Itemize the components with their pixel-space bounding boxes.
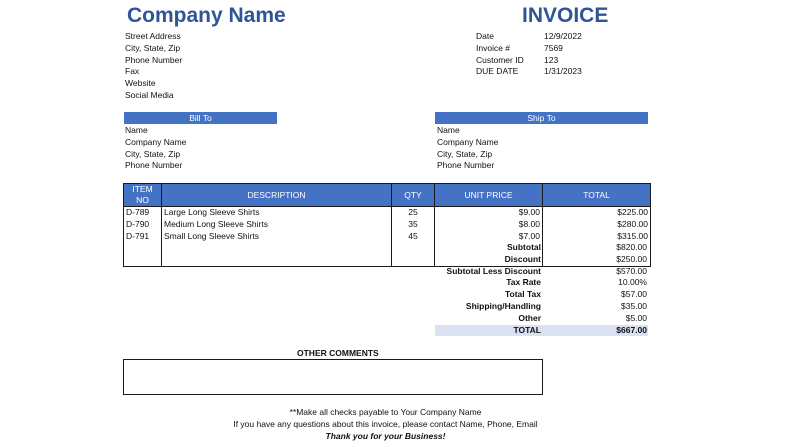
totals-row-subtotal — [435, 242, 648, 254]
empty-cell[interactable] — [392, 242, 435, 254]
cell-unit-price[interactable]: $8.00 — [435, 219, 543, 231]
table-header-row — [124, 184, 651, 207]
totals-row-discount — [435, 254, 648, 266]
empty-cell[interactable] — [124, 242, 162, 254]
cell-item-no[interactable]: D-789 — [124, 207, 162, 219]
totals-value[interactable]: $35.00 — [621, 300, 647, 311]
column-header-total: TOTAL — [543, 184, 651, 207]
ship-to-header: Ship To — [435, 112, 648, 124]
footer-payable-note: **Make all checks payable to Your Company Name — [289, 407, 482, 417]
column-header-item-no: ITEM NO — [124, 184, 162, 207]
address-line: City, State, Zip — [125, 42, 181, 53]
meta-value-due-date[interactable]: 1/31/2023 — [544, 66, 582, 77]
cell-description[interactable]: Small Long Sleeve Shirts — [162, 231, 392, 243]
totals-value[interactable]: $5.00 — [625, 312, 647, 323]
totals-label: Subtotal — [507, 242, 541, 252]
bill-to-header: Bill To — [124, 112, 277, 124]
cell-unit-price[interactable]: $7.00 — [435, 231, 543, 243]
column-header-qty: QTY — [392, 184, 435, 207]
bill-to-block — [125, 125, 186, 172]
cell-description[interactable]: Medium Long Sleeve Shirts — [162, 219, 392, 231]
table-row — [124, 207, 651, 219]
cell-total[interactable]: $280.00 — [543, 219, 651, 231]
totals-row-total-tax — [435, 289, 648, 301]
ship-to-line[interactable]: City, State, Zip — [437, 148, 493, 159]
totals-label: Discount — [504, 253, 541, 264]
empty-cell[interactable] — [124, 254, 162, 266]
totals-label: TOTAL — [513, 324, 541, 335]
totals-value[interactable]: $250.00 — [616, 253, 647, 264]
totals-row-other — [435, 313, 648, 325]
totals-value[interactable]: 10.00% — [618, 277, 647, 288]
cell-total[interactable]: $315.00 — [543, 231, 651, 243]
totals-label: Total Tax — [504, 289, 541, 300]
bill-to-line[interactable]: Phone Number — [125, 160, 183, 171]
totals-value[interactable]: $820.00 — [616, 242, 647, 252]
totals-label: Shipping/Handling — [465, 300, 541, 311]
address-line: Phone Number — [125, 54, 183, 65]
grand-total-value[interactable]: $667.00 — [616, 324, 647, 335]
ship-to-block — [437, 125, 498, 172]
table-row — [124, 231, 651, 243]
totals-block — [435, 242, 648, 336]
cell-qty[interactable]: 45 — [392, 231, 435, 243]
cell-total[interactable]: $225.00 — [543, 207, 651, 219]
bill-to-line[interactable]: Company Name — [125, 136, 187, 147]
meta-value-date[interactable]: 12/9/2022 — [544, 31, 582, 41]
totals-row-tax-rate — [435, 277, 648, 289]
totals-row-shipping — [435, 301, 648, 313]
address-line: Website — [125, 78, 156, 89]
column-header-unit-price: UNIT PRICE — [435, 184, 543, 207]
meta-label-date: Date — [476, 31, 494, 41]
bill-to-line[interactable]: City, State, Zip — [125, 148, 181, 159]
ship-to-line[interactable]: Name — [437, 125, 460, 135]
company-address — [125, 31, 182, 102]
totals-label: Subtotal Less Discount — [446, 265, 541, 276]
invoice-title: INVOICE — [522, 4, 609, 27]
company-name: Company Name — [127, 4, 286, 27]
ship-to-line[interactable]: Phone Number — [437, 160, 495, 171]
cell-item-no[interactable]: D-790 — [124, 219, 162, 231]
cell-qty[interactable]: 25 — [392, 207, 435, 219]
other-comments-box[interactable] — [123, 359, 543, 395]
totals-value[interactable]: $570.00 — [616, 265, 647, 276]
meta-label-invoice-number: Invoice # — [476, 42, 511, 53]
column-header-description: DESCRIPTION — [162, 184, 392, 207]
empty-cell[interactable] — [392, 254, 435, 266]
address-line: Social Media — [125, 89, 174, 100]
footer-contact-note: If you have any questions about this invoice, please contact Name, Phone, Email — [233, 419, 538, 429]
cell-item-no[interactable]: D-791 — [124, 231, 162, 243]
totals-row-grand-total — [435, 325, 648, 337]
address-line: Fax — [125, 66, 140, 77]
ship-to-line[interactable]: Company Name — [437, 136, 499, 147]
totals-value[interactable]: $57.00 — [621, 289, 647, 300]
meta-value-invoice-number[interactable]: 7569 — [544, 42, 563, 53]
meta-label-due-date: DUE DATE — [476, 66, 519, 77]
totals-row-subtotal-less-discount — [435, 266, 648, 278]
cell-qty[interactable]: 35 — [392, 219, 435, 231]
meta-value-customer-id[interactable]: 123 — [544, 54, 559, 65]
other-comments-title: OTHER COMMENTS — [297, 348, 379, 358]
totals-label: Other — [518, 312, 541, 323]
footer-thank-you: Thank you for your Business! — [325, 431, 446, 441]
address-line: Street Address — [125, 31, 181, 41]
empty-cell[interactable] — [162, 242, 392, 254]
meta-label-customer-id: Customer ID — [476, 54, 524, 65]
totals-label: Tax Rate — [506, 277, 541, 288]
bill-to-line[interactable]: Name — [125, 125, 148, 135]
invoice-meta-labels — [476, 31, 524, 78]
invoice-meta-values — [544, 31, 582, 78]
cell-unit-price[interactable]: $9.00 — [435, 207, 543, 219]
cell-description[interactable]: Large Long Sleeve Shirts — [162, 207, 392, 219]
table-row — [124, 219, 651, 231]
empty-cell[interactable] — [162, 254, 392, 266]
